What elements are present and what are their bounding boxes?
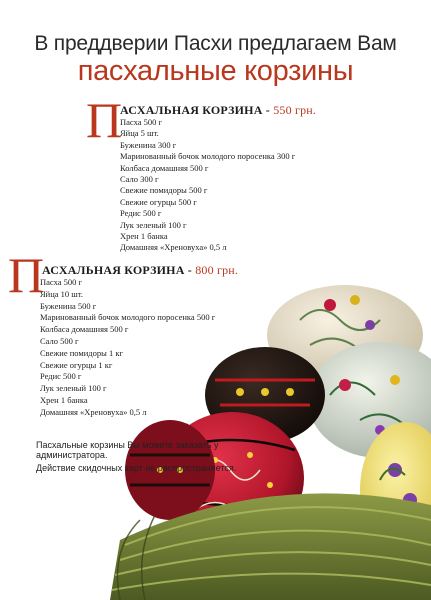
dropcap-letter: П [86,92,123,148]
order-note: Пасхальные корзины Вы можете заказать у администратора. [36,440,219,460]
list-item: Яйца 10 шт. [40,288,84,299]
list-item: Пасха 500 г [120,117,162,127]
basket-items-list [40,277,215,419]
basket-price: 800 грн. [195,263,239,277]
intro-heading: В преддверии Пасхи предлагаем Вам [34,32,397,55]
list-item: Свежие помидоры 1 кг [40,347,123,358]
basket-title-text: АСХАЛЬНАЯ КОРЗИНА - [120,103,274,117]
list-item: Редис 500 г [120,208,162,219]
list-item: Яйца 5 шт. [120,128,159,139]
list-item: Буженина 500 г [40,300,97,311]
list-item: Пасха 500 г [40,277,82,287]
dropcap-letter: П [8,247,45,303]
list-item: Колбаса домашняя 500 г [40,324,129,335]
list-item: Свежие огурцы 500 г [120,196,197,207]
list-item: Домашняя «Хреновуха» 0,5 л [40,406,147,417]
list-item: Маринованный бочок молодого поросенка 500 г [40,312,216,323]
list-item: Колбаса домашняя 500 г [120,162,209,173]
list-item: Свежие помидоры 500 г [120,185,208,196]
list-item: Редис 500 г [40,371,82,382]
list-item: Буженина 300 г [120,139,177,150]
basket-items-list [120,117,295,254]
list-item: Лук зеленый 100 г [120,219,187,230]
discount-note: Действие скидочных карт не распространяется. [36,463,237,473]
list-item: Лук зеленый 100 г [40,383,107,394]
basket-price: 550 грн. [273,103,317,117]
basket-title [42,263,238,278]
list-item: Хрен 1 банка [40,394,88,405]
list-item: Домашняя «Хреновуха» 0,5 л [120,242,227,253]
list-item: Свежие огурцы 1 кг [40,359,113,370]
list-item: Хрен 1 банка [120,231,168,242]
offer-heading: пасхальные корзины [77,55,354,87]
basket-title [120,103,316,118]
list-item: Сало 300 г [120,174,159,185]
basket-title-text: АСХАЛЬНАЯ КОРЗИНА - [42,263,196,277]
list-item: Маринованный бочок молодого поросенка 300 г [120,151,296,162]
list-item: Сало 500 г [40,335,79,346]
